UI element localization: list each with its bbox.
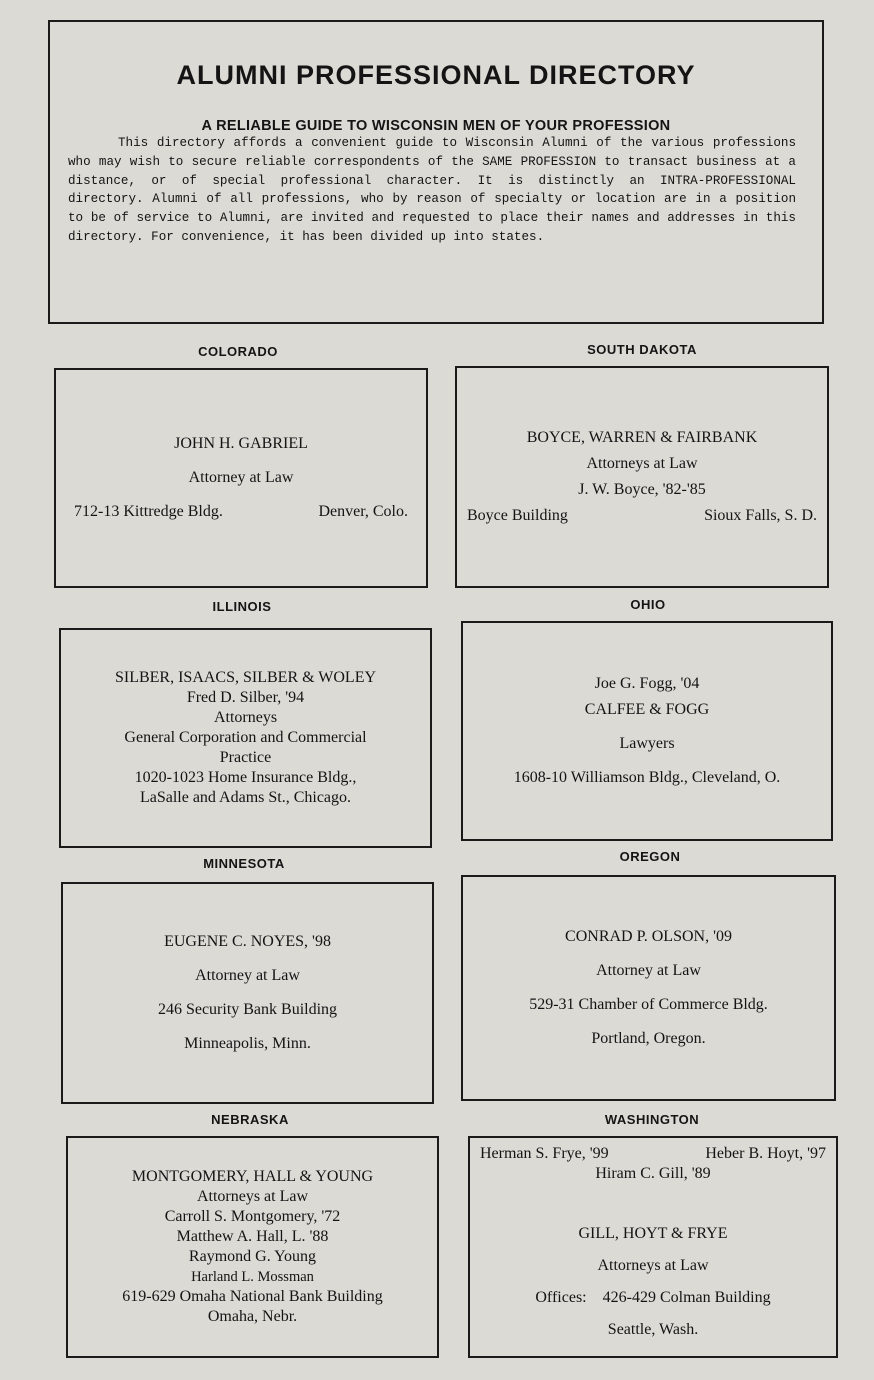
listing-member: Joe G. Fogg, '04 xyxy=(594,675,700,692)
listing-address: 529-31 Chamber of Commerce Bldg. xyxy=(529,996,768,1013)
state-heading-south-dakota: SOUTH DAKOTA xyxy=(587,342,697,357)
listing-city: Omaha, Nebr. xyxy=(207,1308,298,1325)
listing-title: Attorney at Law xyxy=(188,469,294,486)
listing-practice: General Corporation and Commercial xyxy=(124,729,367,746)
listing-firm: MONTGOMERY, HALL & YOUNG xyxy=(131,1168,374,1185)
listing-address xyxy=(467,506,817,526)
page-title: ALUMNI PROFESSIONAL DIRECTORY xyxy=(176,60,696,90)
listing-members-row xyxy=(480,1144,826,1164)
listing-colorado xyxy=(54,368,428,588)
listing-offices-address: 426-429 Colman Building xyxy=(602,1289,771,1306)
listing-title: Attorneys at Law xyxy=(196,1188,309,1205)
state-heading-minnesota: MINNESOTA xyxy=(203,856,285,871)
listing-address-right: Sioux Falls, S. D. xyxy=(704,507,817,524)
listing-city: Minneapolis, Minn. xyxy=(184,1035,311,1052)
listing-washington xyxy=(468,1136,838,1358)
listing-member: Fred D. Silber, '94 xyxy=(186,689,305,706)
listing-offices xyxy=(480,1288,826,1308)
listing-offices-label: Offices: xyxy=(535,1289,587,1306)
state-heading-ohio: OHIO xyxy=(630,597,666,612)
listing-member-2: Matthew A. Hall, L. '88 xyxy=(176,1228,329,1245)
listing-nebraska xyxy=(66,1136,439,1358)
listing-address xyxy=(74,502,408,522)
listing-title: Attorney at Law xyxy=(195,967,300,984)
listing-firm: GILL, HOYT & FRYE xyxy=(578,1225,728,1242)
state-heading-colorado: COLORADO xyxy=(198,344,278,359)
listing-member-left: Herman S. Frye, '99 xyxy=(480,1145,609,1162)
listing-address: 619-629 Omaha National Bank Building xyxy=(122,1288,383,1305)
listing-address-left: Boyce Building xyxy=(467,507,568,524)
listing-member-right: Heber B. Hoyt, '97 xyxy=(705,1145,826,1162)
listing-firm: SILBER, ISAACS, SILBER & WOLEY xyxy=(114,669,377,686)
listing-title: Attorneys at Law xyxy=(586,455,698,472)
listing-address-left: 712-13 Kittredge Bldg. xyxy=(74,503,223,520)
listing-member-4: Harland L. Mossman xyxy=(191,1269,314,1285)
listing-member-3: Raymond G. Young xyxy=(188,1248,317,1265)
listing-name: JOHN H. GABRIEL xyxy=(174,435,308,452)
listing-ohio xyxy=(461,621,833,841)
listing-firm: CALFEE & FOGG xyxy=(584,701,710,718)
listing-member: J. W. Boyce, '82-'85 xyxy=(578,481,706,498)
listing-member-3: Hiram C. Gill, '89 xyxy=(595,1165,711,1182)
state-heading-illinois: ILLINOIS xyxy=(212,599,272,614)
listing-firm: BOYCE, WARREN & FAIRBANK xyxy=(526,429,758,446)
state-heading-washington: WASHINGTON xyxy=(604,1112,700,1127)
listing-oregon xyxy=(461,875,836,1101)
listing-illinois xyxy=(59,628,432,848)
listing-title: Attorneys xyxy=(213,709,278,726)
listing-address-cont: LaSalle and Adams St., Chicago. xyxy=(139,789,352,806)
listing-address-right: Denver, Colo. xyxy=(318,503,408,520)
listing-address: 1020-1023 Home Insurance Bldg., xyxy=(134,769,357,786)
listing-title: Lawyers xyxy=(619,735,675,752)
page-subtitle: A RELIABLE GUIDE TO WISCONSIN MEN OF YOUR PROFESSION xyxy=(201,118,671,134)
listing-practice-cont: Practice xyxy=(219,749,272,766)
listing-city: Seattle, Wash. xyxy=(607,1321,699,1338)
listing-title: Attorney at Law xyxy=(596,962,701,979)
listing-address: 246 Security Bank Building xyxy=(157,1001,338,1018)
state-heading-nebraska: NEBRASKA xyxy=(211,1112,289,1127)
listing-minnesota xyxy=(61,882,434,1104)
listing-city: Portland, Oregon. xyxy=(591,1030,706,1047)
listing-name: EUGENE C. NOYES, '98 xyxy=(164,933,331,950)
listing-address: 1608-10 Williamson Bldg., Cleveland, O. xyxy=(513,769,781,786)
intro-paragraph: This directory affords a convenient guide to Wisconsin Alumni of the various professions who may wish to secure reliable correspondents of the SAME PROFESSION to transact business at a distance, or of special professional character. It is distinctly an INTRA-PROFESSIONAL directory. Alumni of all professions, who by reason of specialty or location are in a position to be of service to Alumni, are invited and requested to place their names and addresses in this directory. For convenience, it has been divided up into states. xyxy=(68,136,796,244)
listing-title: Attorneys at Law xyxy=(597,1257,709,1274)
listing-name: CONRAD P. OLSON, '09 xyxy=(565,928,732,945)
listing-member-1: Carroll S. Montgomery, '72 xyxy=(164,1208,341,1225)
state-heading-oregon: OREGON xyxy=(619,849,681,864)
listing-south-dakota xyxy=(455,366,829,588)
